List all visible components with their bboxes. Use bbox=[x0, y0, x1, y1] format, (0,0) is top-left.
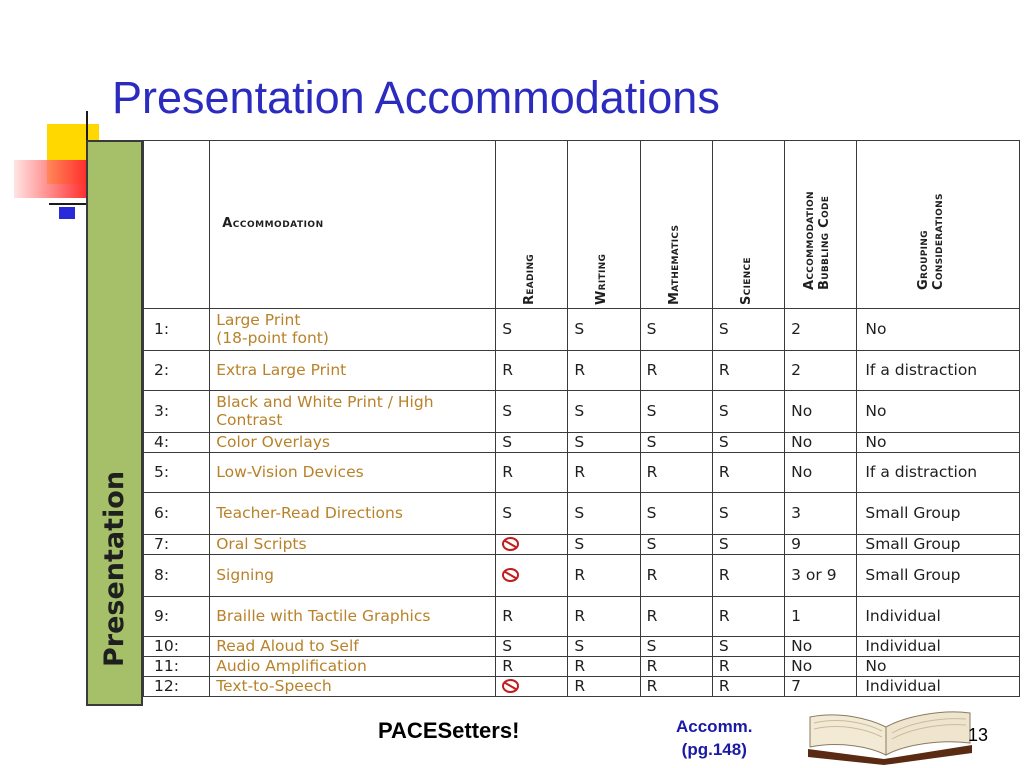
row-number-text: 5: bbox=[154, 462, 170, 481]
mathematics-cell-text: R bbox=[646, 462, 658, 481]
science-cell bbox=[712, 493, 784, 535]
science-cell bbox=[712, 453, 784, 493]
open-book-icon bbox=[800, 705, 980, 765]
grouping-cell bbox=[857, 637, 1020, 657]
accommodation-cell-text: Extra Large Print bbox=[216, 360, 347, 379]
accommodation-cell bbox=[210, 351, 496, 391]
grouping-cell-text: Small Group bbox=[865, 534, 961, 553]
writing-cell bbox=[568, 433, 640, 453]
grouping-cell-text: Individual bbox=[865, 676, 941, 695]
reading-cell bbox=[496, 453, 568, 493]
bubbling-code-cell-text: No bbox=[791, 401, 813, 420]
reading-cell-text: S bbox=[502, 636, 513, 655]
mathematics-cell-text: S bbox=[646, 401, 657, 420]
header-science-label: Science bbox=[738, 257, 754, 306]
accommodations-table bbox=[143, 140, 1020, 697]
bubbling-code-cell bbox=[785, 597, 857, 637]
row-number bbox=[144, 453, 210, 493]
writing-cell bbox=[568, 535, 640, 555]
slide-title: Presentation Accommodations bbox=[112, 72, 720, 123]
science-cell-text: R bbox=[718, 656, 730, 675]
header-grouping bbox=[857, 141, 1020, 309]
accommodation-cell-text: Teacher-Read Directions bbox=[216, 503, 403, 522]
science-cell-text: S bbox=[718, 534, 729, 553]
table-header-row bbox=[144, 141, 1020, 309]
footer-reference-line1: Accomm. bbox=[676, 717, 753, 736]
bubbling-code-cell-text: 1 bbox=[791, 606, 801, 625]
bubbling-code-cell bbox=[785, 309, 857, 351]
science-cell bbox=[712, 555, 784, 597]
grouping-cell-text: No bbox=[865, 319, 887, 338]
grouping-cell-text: Individual bbox=[865, 606, 941, 625]
accommodation-cell-text: Color Overlays bbox=[216, 432, 330, 451]
page-number: 13 bbox=[968, 725, 989, 745]
grouping-cell bbox=[857, 535, 1020, 555]
writing-cell-text: R bbox=[574, 565, 586, 584]
science-cell-text: R bbox=[718, 606, 730, 625]
mathematics-cell bbox=[640, 637, 712, 657]
row-number bbox=[144, 493, 210, 535]
grouping-cell bbox=[857, 433, 1020, 453]
row-number-text: 7: bbox=[154, 534, 170, 553]
mathematics-cell bbox=[640, 453, 712, 493]
header-science bbox=[712, 141, 784, 309]
table-row bbox=[144, 637, 1020, 657]
bubbling-code-cell-text: 2 bbox=[791, 360, 801, 379]
science-cell-text: S bbox=[718, 401, 729, 420]
mathematics-cell bbox=[640, 433, 712, 453]
header-writing bbox=[568, 141, 640, 309]
science-cell bbox=[712, 657, 784, 677]
row-number-text: 8: bbox=[154, 565, 170, 584]
row-number-text: 6: bbox=[154, 503, 170, 522]
science-cell bbox=[712, 391, 784, 433]
mathematics-cell bbox=[640, 391, 712, 433]
accommodation-cell-text: Oral Scripts bbox=[216, 534, 307, 553]
row-number bbox=[144, 351, 210, 391]
row-number-text: 3: bbox=[154, 401, 170, 420]
writing-cell bbox=[568, 493, 640, 535]
header-bubbling-code-label: Accommodation Bubbling Code bbox=[802, 191, 833, 291]
writing-cell bbox=[568, 677, 640, 697]
mathematics-cell bbox=[640, 555, 712, 597]
writing-cell bbox=[568, 597, 640, 637]
reading-cell-text: S bbox=[502, 401, 513, 420]
footer-reference bbox=[676, 716, 753, 762]
bubbling-code-cell bbox=[785, 637, 857, 657]
mathematics-cell-text: S bbox=[646, 319, 657, 338]
grouping-cell-text: If a distraction bbox=[865, 360, 978, 379]
accommodation-cell-text: Low-Vision Devices bbox=[216, 462, 364, 481]
bubbling-code-cell-text: No bbox=[791, 636, 813, 655]
mathematics-cell-text: R bbox=[646, 676, 658, 695]
science-cell-text: S bbox=[718, 503, 729, 522]
row-number bbox=[144, 597, 210, 637]
mathematics-cell bbox=[640, 535, 712, 555]
writing-cell-text: S bbox=[574, 534, 585, 553]
accommodation-cell-text: Braille with Tactile Graphics bbox=[216, 606, 431, 625]
table-row bbox=[144, 309, 1020, 351]
accommodation-cell-text: Signing bbox=[216, 565, 274, 584]
row-number bbox=[144, 555, 210, 597]
accommodation-cell-text: Large Print (18-point font) bbox=[216, 311, 329, 347]
grouping-cell bbox=[857, 555, 1020, 597]
bubbling-code-cell-text: 3 bbox=[791, 503, 801, 522]
reading-cell-text: R bbox=[502, 656, 513, 675]
row-number bbox=[144, 677, 210, 697]
bubbling-code-cell-text: No bbox=[791, 462, 813, 481]
bubbling-code-cell bbox=[785, 657, 857, 677]
side-category-label: Presentation bbox=[99, 470, 130, 667]
writing-cell bbox=[568, 637, 640, 657]
table-row bbox=[144, 597, 1020, 637]
mathematics-cell-text: R bbox=[646, 565, 658, 584]
row-number bbox=[144, 433, 210, 453]
header-mathematics bbox=[640, 141, 712, 309]
header-grouping-label: Grouping Considerations bbox=[916, 193, 947, 291]
mathematics-cell-text: R bbox=[646, 360, 658, 379]
reading-cell bbox=[496, 597, 568, 637]
science-cell-text: S bbox=[718, 636, 729, 655]
row-number bbox=[144, 535, 210, 555]
accommodation-cell bbox=[210, 391, 496, 433]
mathematics-cell-text: S bbox=[646, 534, 657, 553]
row-number-text: 9: bbox=[154, 606, 170, 625]
science-cell bbox=[712, 351, 784, 391]
writing-cell-text: R bbox=[574, 656, 586, 675]
grouping-cell bbox=[857, 657, 1020, 677]
reading-cell-text: R bbox=[502, 360, 513, 379]
mathematics-cell-text: S bbox=[646, 503, 657, 522]
row-number bbox=[144, 637, 210, 657]
accommodation-cell bbox=[210, 309, 496, 351]
prohibited-icon bbox=[502, 679, 519, 693]
grouping-cell bbox=[857, 351, 1020, 391]
accommodation-cell bbox=[210, 555, 496, 597]
bubbling-code-cell-text: No bbox=[791, 432, 813, 451]
prohibited-icon bbox=[502, 568, 519, 582]
science-cell bbox=[712, 535, 784, 555]
grouping-cell-text: Individual bbox=[865, 636, 941, 655]
grouping-cell bbox=[857, 677, 1020, 697]
bubbling-code-cell-text: 9 bbox=[791, 534, 801, 553]
decorative-horizontal-line bbox=[49, 203, 89, 205]
row-number bbox=[144, 391, 210, 433]
reading-cell-text: S bbox=[502, 319, 513, 338]
mathematics-cell-text: S bbox=[646, 636, 657, 655]
prohibited-icon bbox=[502, 537, 519, 551]
writing-cell-text: S bbox=[574, 636, 585, 655]
table-row bbox=[144, 391, 1020, 433]
grouping-cell-text: Small Group bbox=[865, 503, 961, 522]
writing-cell-text: S bbox=[574, 432, 585, 451]
science-cell-text: R bbox=[718, 360, 730, 379]
grouping-cell bbox=[857, 453, 1020, 493]
reading-cell-text: R bbox=[502, 606, 513, 625]
header-accommodation: Accommodation bbox=[210, 141, 496, 309]
header-number bbox=[144, 141, 210, 309]
bubbling-code-cell bbox=[785, 453, 857, 493]
science-cell-text: S bbox=[718, 432, 729, 451]
reading-cell bbox=[496, 535, 568, 555]
bubbling-code-cell bbox=[785, 555, 857, 597]
writing-cell bbox=[568, 657, 640, 677]
table-body bbox=[144, 309, 1020, 697]
table-row bbox=[144, 351, 1020, 391]
side-category-bar bbox=[86, 140, 143, 706]
mathematics-cell bbox=[640, 657, 712, 677]
bubbling-code-cell-text: 7 bbox=[791, 676, 801, 695]
header-bubbling-code bbox=[785, 141, 857, 309]
science-cell-text: S bbox=[718, 319, 729, 338]
accommodation-cell bbox=[210, 657, 496, 677]
accommodation-cell bbox=[210, 493, 496, 535]
reading-cell bbox=[496, 351, 568, 391]
bubbling-code-cell bbox=[785, 433, 857, 453]
grouping-cell-text: No bbox=[865, 656, 887, 675]
decorative-red-bar bbox=[14, 160, 88, 198]
row-number bbox=[144, 309, 210, 351]
row-number bbox=[144, 657, 210, 677]
table-row bbox=[144, 555, 1020, 597]
mathematics-cell bbox=[640, 351, 712, 391]
science-cell-text: R bbox=[718, 676, 730, 695]
bubbling-code-cell bbox=[785, 391, 857, 433]
grouping-cell-text: No bbox=[865, 432, 887, 451]
writing-cell-text: R bbox=[574, 606, 586, 625]
writing-cell-text: S bbox=[574, 401, 585, 420]
reading-cell bbox=[496, 555, 568, 597]
science-cell bbox=[712, 637, 784, 657]
table-row bbox=[144, 433, 1020, 453]
decorative-blue-square bbox=[59, 207, 75, 219]
accommodation-cell bbox=[210, 433, 496, 453]
table-row bbox=[144, 493, 1020, 535]
writing-cell bbox=[568, 453, 640, 493]
reading-cell bbox=[496, 391, 568, 433]
writing-cell bbox=[568, 309, 640, 351]
bubbling-code-cell bbox=[785, 677, 857, 697]
mathematics-cell-text: S bbox=[646, 432, 657, 451]
table-row bbox=[144, 657, 1020, 677]
mathematics-cell bbox=[640, 309, 712, 351]
accommodation-cell bbox=[210, 597, 496, 637]
row-number-text: 10: bbox=[154, 636, 179, 655]
mathematics-cell bbox=[640, 493, 712, 535]
writing-cell-text: R bbox=[574, 360, 586, 379]
footer-reference-line2: (pg.148) bbox=[681, 739, 747, 759]
reading-cell bbox=[496, 433, 568, 453]
accommodation-cell-text: Black and White Print / High Contrast bbox=[216, 393, 434, 429]
science-cell bbox=[712, 433, 784, 453]
accommodation-cell-text: Text-to-Speech bbox=[216, 676, 332, 695]
mathematics-cell-text: R bbox=[646, 606, 658, 625]
science-cell bbox=[712, 309, 784, 351]
accommodation-cell bbox=[210, 677, 496, 697]
row-number-text: 11: bbox=[154, 656, 179, 675]
table-row bbox=[144, 677, 1020, 697]
grouping-cell bbox=[857, 597, 1020, 637]
accommodation-cell bbox=[210, 637, 496, 657]
accommodation-cell bbox=[210, 453, 496, 493]
mathematics-cell bbox=[640, 597, 712, 637]
science-cell bbox=[712, 677, 784, 697]
bubbling-code-cell-text: 3 or 9 bbox=[791, 565, 837, 584]
accommodation-cell-text: Read Aloud to Self bbox=[216, 636, 359, 655]
grouping-cell bbox=[857, 309, 1020, 351]
row-number-text: 4: bbox=[154, 432, 170, 451]
mathematics-cell bbox=[640, 677, 712, 697]
writing-cell bbox=[568, 391, 640, 433]
writing-cell bbox=[568, 555, 640, 597]
bubbling-code-cell-text: No bbox=[791, 656, 813, 675]
writing-cell bbox=[568, 351, 640, 391]
reading-cell-text: S bbox=[502, 432, 513, 451]
header-writing-label: Writing bbox=[594, 253, 610, 306]
header-mathematics-label: Mathematics bbox=[666, 224, 682, 306]
bubbling-code-cell bbox=[785, 493, 857, 535]
reading-cell bbox=[496, 657, 568, 677]
bubbling-code-cell bbox=[785, 535, 857, 555]
row-number-text: 12: bbox=[154, 676, 179, 695]
footer-brand: PACESetters! bbox=[378, 718, 520, 743]
reading-cell bbox=[496, 309, 568, 351]
row-number-text: 1: bbox=[154, 319, 170, 338]
science-cell-text: R bbox=[718, 462, 730, 481]
science-cell-text: R bbox=[718, 565, 730, 584]
row-number-text: 2: bbox=[154, 360, 170, 379]
bubbling-code-cell-text: 2 bbox=[791, 319, 801, 338]
accommodation-cell bbox=[210, 535, 496, 555]
science-cell bbox=[712, 597, 784, 637]
writing-cell-text: R bbox=[574, 676, 586, 695]
grouping-cell-text: If a distraction bbox=[865, 462, 978, 481]
reading-cell-text: R bbox=[502, 462, 513, 481]
mathematics-cell-text: R bbox=[646, 656, 658, 675]
reading-cell bbox=[496, 637, 568, 657]
header-reading-label: Reading bbox=[522, 254, 538, 306]
accommodation-cell-text: Audio Amplification bbox=[216, 656, 367, 675]
reading-cell-text: S bbox=[502, 503, 513, 522]
reading-cell bbox=[496, 677, 568, 697]
grouping-cell bbox=[857, 493, 1020, 535]
accommodations-table-container bbox=[86, 140, 1020, 706]
bubbling-code-cell bbox=[785, 351, 857, 391]
reading-cell bbox=[496, 493, 568, 535]
grouping-cell-text: No bbox=[865, 401, 887, 420]
table-row bbox=[144, 535, 1020, 555]
writing-cell-text: S bbox=[574, 319, 585, 338]
table-row bbox=[144, 453, 1020, 493]
header-reading bbox=[496, 141, 568, 309]
grouping-cell bbox=[857, 391, 1020, 433]
writing-cell-text: R bbox=[574, 462, 586, 481]
writing-cell-text: S bbox=[574, 503, 585, 522]
grouping-cell-text: Small Group bbox=[865, 565, 961, 584]
